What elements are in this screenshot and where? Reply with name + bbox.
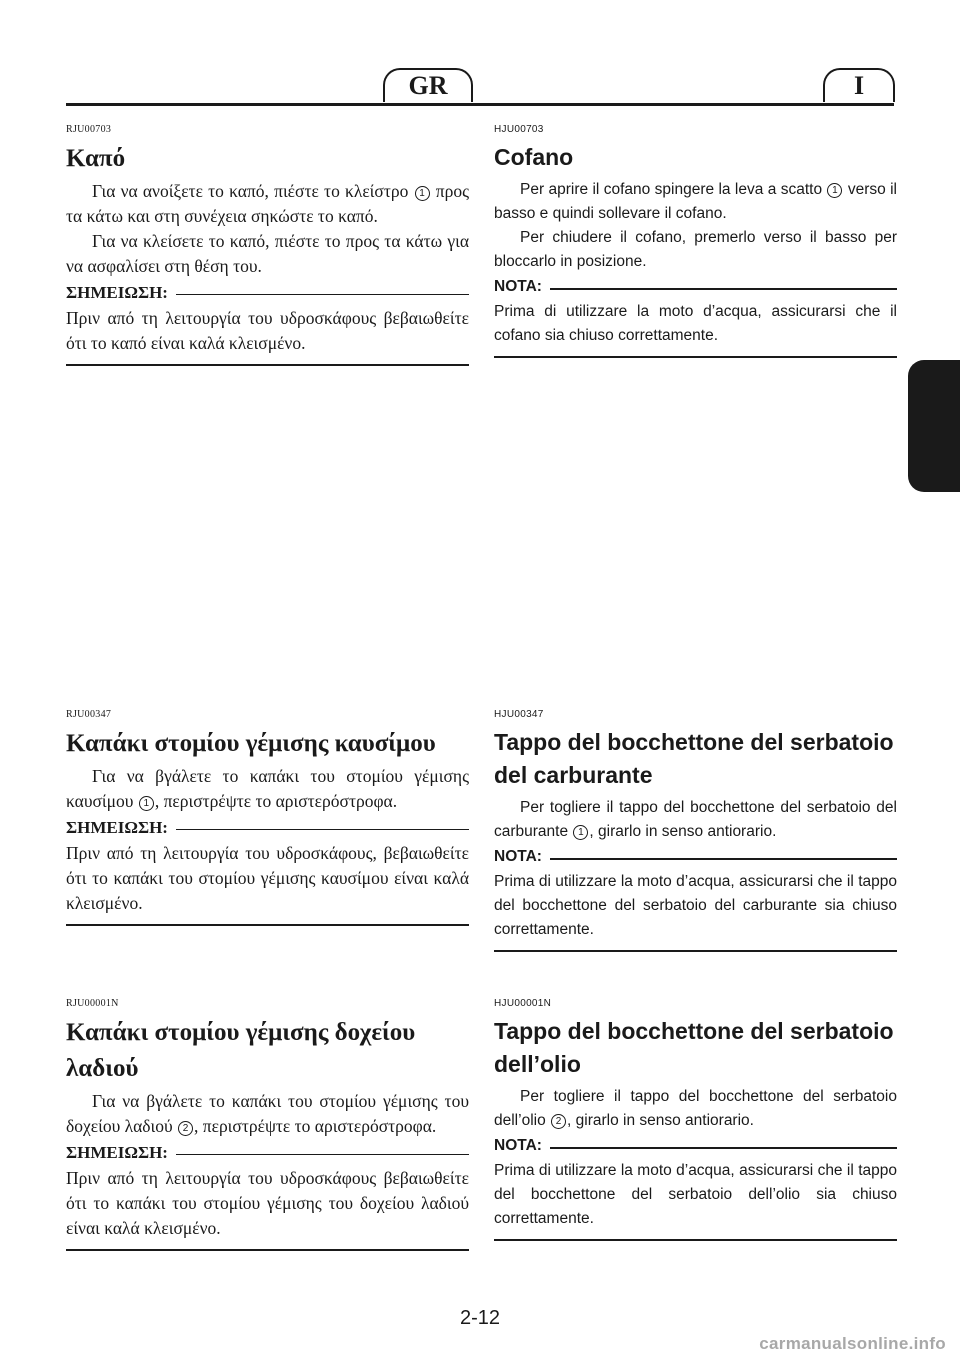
paragraph: Για να κλείσετε το καπό, πιέστε το προς τα κάτω για να ασφαλίσει στη θέση του.	[66, 231, 469, 276]
paragraph: Για να βγάλετε το καπάκι του στομίου γέμισης του δοχείου λαδιού 2 , περιστρέψτε το αριστερόστροφα.	[66, 1091, 469, 1136]
section-code: HJU00001N	[494, 998, 552, 1009]
callout-number: 1	[415, 186, 430, 201]
note-text: Πριν από τη λειτουργία του υδροσκάφους βεβαιωθείτε ότι το καπάκι του στομίου γέμισης του δοχείου λαδιού είναι καλά κλεισμένο.	[66, 1168, 469, 1238]
note-header: NOTA:	[494, 275, 897, 299]
note-text: Prima di utilizzare la moto d’acqua, assicurarsi che il tappo del bocchettone del serbatoio del carburante sia chiuso correttamente.	[494, 873, 897, 938]
language-tab-gr: GR	[383, 68, 473, 102]
section-code: RJU00001N	[66, 998, 119, 1009]
note-end-rule	[66, 1249, 469, 1251]
paragraph: Per togliere il tappo del bocchettone del serbatoio dell’olio 2 , girarlo in senso antiorario.	[494, 1088, 897, 1129]
italian-section-hood	[494, 124, 897, 358]
callout-number: 2	[178, 1121, 193, 1136]
chapter-side-tab	[908, 360, 960, 492]
section-title: Tappo del bocchettone del serbatoio del carburante	[494, 729, 894, 788]
section-code: HJU00703	[494, 124, 544, 135]
note-text: Prima di utilizzare la moto d’acqua, assicurarsi che il tappo del bocchettone del serbatoio dell’olio sia chiuso correttamente.	[494, 1162, 897, 1227]
note-header: NOTA:	[494, 1134, 897, 1158]
italian-section-oil-cap	[494, 998, 897, 1241]
page-number: 2-12	[459, 1307, 501, 1329]
note-end-rule	[494, 950, 897, 952]
note-end-rule	[494, 1239, 897, 1241]
callout-number: 1	[139, 796, 154, 811]
section-title: Καπάκι στομίου γέμισης καυσίμου	[66, 730, 436, 757]
section-title: Καπάκι στομίου γέμισης δοχείου λαδιού	[66, 1019, 416, 1082]
watermark: carmanualsonline.info	[759, 1334, 946, 1353]
note-header: NOTA:	[494, 845, 897, 869]
language-tab-it: I	[823, 68, 895, 102]
callout-number: 1	[827, 183, 842, 198]
section-code: RJU00347	[66, 709, 112, 720]
greek-section-oil-cap	[66, 998, 469, 1251]
note-header: ΣΗΜΕΙΩΣΗ:	[66, 280, 469, 305]
paragraph: Per chiudere il cofano, premerlo verso il basso per bloccarlo in posizione.	[494, 229, 897, 270]
note-text: Πριν από τη λειτουργία του υδροσκάφους, βεβαιωθείτε ότι το καπάκι του στομίου γέμισης καυσίμου είναι καλά κλεισμένο.	[66, 843, 469, 913]
note-end-rule	[494, 356, 897, 358]
greek-section-hood	[66, 124, 469, 366]
callout-number: 1	[573, 825, 588, 840]
note-text: Πριν από τη λειτουργία του υδροσκάφους βεβαιωθείτε ότι το καπό είναι καλά κλεισμένο.	[66, 308, 469, 353]
section-code: HJU00347	[494, 709, 544, 720]
paragraph: Για να βγάλετε το καπάκι του στομίου γέμισης καυσίμου 1 , περιστρέψτε το αριστερόστροφα.	[66, 766, 469, 811]
italian-section-fuel-cap	[494, 709, 897, 952]
section-title: Cofano	[494, 144, 574, 170]
header-rule	[66, 103, 894, 106]
note-header: ΣΗΜΕΙΩΣΗ:	[66, 1140, 469, 1165]
note-end-rule	[66, 924, 469, 926]
section-code: RJU00703	[66, 124, 112, 135]
section-title: Tappo del bocchettone del serbatoio dell’olio	[494, 1018, 894, 1077]
paragraph: Για να ανοίξετε το καπό, πιέστε το κλείστρο 1 προς τα κάτω και στη συνέχεια σηκώστε το καπό.	[66, 181, 470, 226]
section-title: Καπό	[66, 145, 126, 172]
note-text: Prima di utilizzare la moto d’acqua, assicurarsi che il cofano sia chiuso correttamente.	[494, 303, 897, 344]
note-end-rule	[66, 364, 469, 366]
paragraph: Per aprire il cofano spingere la leva a scatto 1 verso il basso e quindi sollevare il cofano.	[494, 181, 897, 222]
note-header: ΣΗΜΕΙΩΣΗ:	[66, 815, 469, 840]
callout-number: 2	[551, 1114, 566, 1129]
greek-section-fuel-cap	[66, 709, 469, 926]
paragraph: Per togliere il tappo del bocchettone del serbatoio del carburante 1 , girarlo in senso antiorario.	[494, 799, 897, 840]
